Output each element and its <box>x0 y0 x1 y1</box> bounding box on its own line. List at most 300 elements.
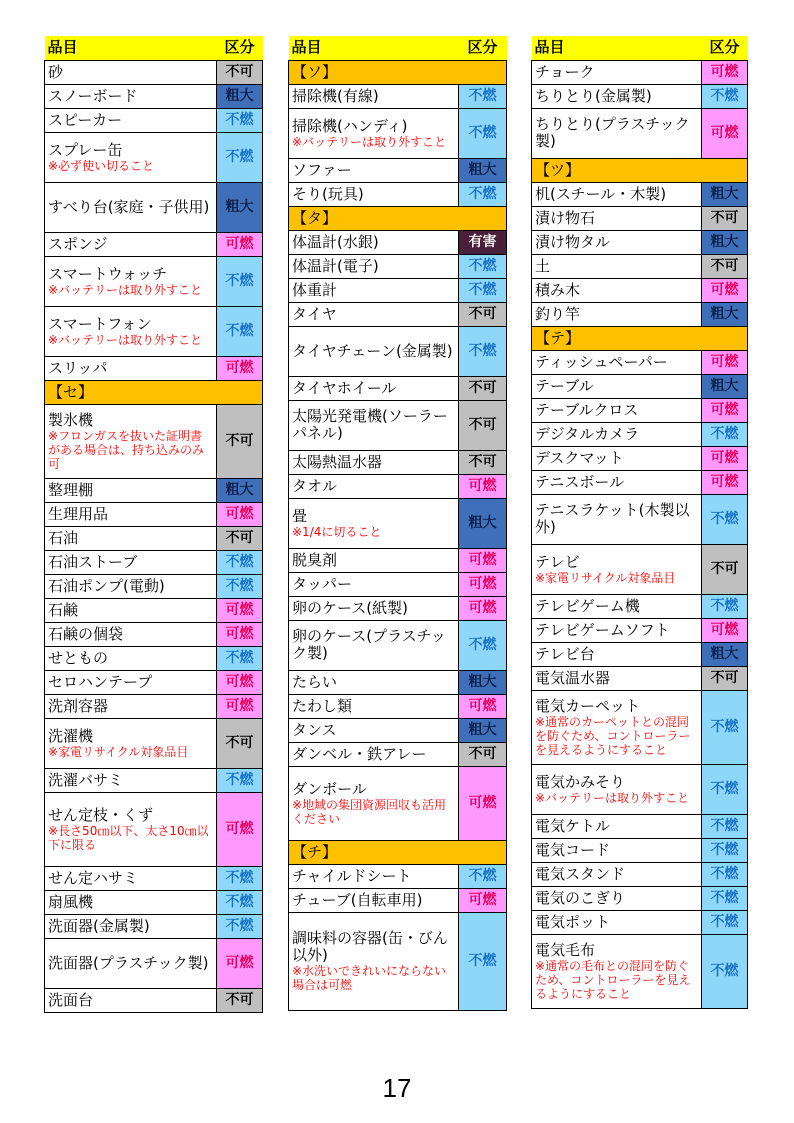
item-cell <box>532 206 702 230</box>
table-row <box>532 374 748 398</box>
table-row <box>45 890 263 914</box>
item-name: すべり台(家庭・子供用) <box>48 197 210 216</box>
item-cell <box>289 548 459 572</box>
item-cell <box>289 498 459 548</box>
table-row <box>45 502 263 526</box>
item-name: 体温計(電子) <box>292 256 379 275</box>
kana-label: 【テ】 <box>532 326 748 350</box>
category-badge: 可燃 <box>217 622 263 646</box>
table-row <box>289 670 507 694</box>
item-cell <box>532 278 702 302</box>
category-badge: 有害 <box>459 230 507 254</box>
category-badge: 可燃 <box>217 502 263 526</box>
category-badge: 可燃 <box>702 618 748 642</box>
category-badge: 可燃 <box>459 596 507 620</box>
category-badge: 不燃 <box>217 108 263 132</box>
item-cell <box>45 182 217 232</box>
item-cell <box>532 594 702 618</box>
table-row <box>532 230 748 254</box>
category-badge: 不燃 <box>459 864 507 888</box>
item-cell <box>532 84 702 108</box>
category-badge: 不燃 <box>702 494 748 544</box>
header-item: 品目 <box>532 36 702 60</box>
item-cell <box>532 254 702 278</box>
item-name: チャイルドシート <box>292 866 412 885</box>
category-badge: 不可 <box>459 302 507 326</box>
item-name: タイヤ <box>292 304 337 323</box>
item-name: テレビゲーム機 <box>535 596 640 615</box>
table-row <box>45 550 263 574</box>
item-name: ちりとり(金属製) <box>535 86 652 105</box>
item-cell <box>532 666 702 690</box>
item-cell <box>289 742 459 766</box>
item-cell <box>289 326 459 376</box>
item-cell <box>532 814 702 838</box>
kana-label: 【チ】 <box>289 840 507 864</box>
category-badge: 可燃 <box>217 232 263 256</box>
category-badge: 不燃 <box>459 912 507 1010</box>
item-cell <box>45 306 217 356</box>
item-cell <box>532 60 702 84</box>
item-name: 製氷機 <box>48 410 94 429</box>
table-row <box>45 132 263 182</box>
item-note: ※家電リサイクル対象品目 <box>535 570 676 585</box>
item-cell <box>45 646 217 670</box>
item-note: ※地域の集団資源回収も活用ください <box>292 797 447 826</box>
item-cell <box>532 182 702 206</box>
category-badge: 不燃 <box>702 910 748 934</box>
kana-section-header <box>532 326 748 350</box>
table-header <box>289 36 507 60</box>
item-name: 石油ストーブ <box>48 552 138 571</box>
table-row <box>45 526 263 550</box>
item-name: タイヤチェーン(金属製) <box>292 341 453 360</box>
category-badge: 粗大 <box>459 498 507 548</box>
table-row <box>45 84 263 108</box>
table-row <box>45 60 263 84</box>
table-row <box>532 60 748 84</box>
item-note: ※家電リサイクル対象品目 <box>48 744 189 759</box>
item-name: 洗面器(金属製) <box>48 916 150 935</box>
category-badge: 不燃 <box>217 132 263 182</box>
item-name: 洗濯機 <box>48 726 94 745</box>
item-name: 漬け物石 <box>535 208 596 227</box>
column-1 <box>44 36 262 1013</box>
item-note: ※バッテリーは取り外すこと <box>292 134 447 149</box>
table-row <box>532 446 748 470</box>
table-row <box>532 84 748 108</box>
table-row <box>289 888 507 912</box>
category-badge: 不可 <box>459 400 507 450</box>
kana-section-header <box>289 60 507 84</box>
item-cell <box>289 182 459 206</box>
item-cell <box>45 694 217 718</box>
table-row <box>289 302 507 326</box>
category-badge: 粗大 <box>702 230 748 254</box>
category-badge: 可燃 <box>217 356 263 380</box>
table-row <box>45 646 263 670</box>
category-badge: 不燃 <box>217 890 263 914</box>
category-badge: 粗大 <box>459 670 507 694</box>
category-badge: 粗大 <box>217 478 263 502</box>
table-row <box>45 182 263 232</box>
item-cell <box>45 232 217 256</box>
table-row <box>289 182 507 206</box>
kana-label: 【セ】 <box>45 380 263 404</box>
category-badge: 可燃 <box>217 670 263 694</box>
item-name: せん定枝・くず <box>48 805 154 824</box>
item-cell <box>532 398 702 422</box>
item-cell <box>45 988 217 1012</box>
item-name: 電気スタンド <box>535 864 626 883</box>
table-row <box>289 694 507 718</box>
item-name: 掃除機(有線) <box>292 86 379 105</box>
column-2 <box>288 36 506 1011</box>
item-cell <box>532 108 702 158</box>
item-name: たわし類 <box>292 696 353 715</box>
table-row <box>45 598 263 622</box>
table-row <box>45 866 263 890</box>
item-name: 電気温水器 <box>535 668 611 687</box>
page-number: 17 <box>382 1073 412 1103</box>
category-badge: 不燃 <box>702 690 748 764</box>
table-row <box>45 356 263 380</box>
item-name: 釣り竿 <box>535 304 581 323</box>
item-name: 調味料の容器(缶・びん以外) <box>292 929 448 964</box>
table-row <box>45 792 263 866</box>
item-name: 積み木 <box>535 280 581 299</box>
category-badge: 粗大 <box>459 718 507 742</box>
item-cell <box>289 864 459 888</box>
category-badge: 可燃 <box>459 766 507 840</box>
item-name: せん定ハサミ <box>48 868 139 887</box>
table-row <box>289 278 507 302</box>
table-row <box>532 618 748 642</box>
category-badge: 不燃 <box>702 594 748 618</box>
category-badge: 不燃 <box>702 838 748 862</box>
table-row <box>532 302 748 326</box>
item-cell <box>289 230 459 254</box>
kana-section-header <box>289 840 507 864</box>
table-row <box>532 278 748 302</box>
category-badge: 不燃 <box>702 814 748 838</box>
category-badge: 粗大 <box>702 374 748 398</box>
item-name: たらい <box>292 672 338 691</box>
table-row <box>45 694 263 718</box>
table-row <box>532 814 748 838</box>
item-cell <box>45 938 217 988</box>
item-cell <box>45 132 217 182</box>
item-cell <box>532 374 702 398</box>
item-cell <box>532 886 702 910</box>
item-note: ※水洗いできれいにならない場合は可燃 <box>292 964 447 992</box>
item-note: ※1/4に切ること <box>292 524 382 539</box>
table-row <box>45 768 263 792</box>
table-row <box>532 910 748 934</box>
category-badge: 可燃 <box>702 446 748 470</box>
item-cell <box>289 670 459 694</box>
category-badge: 不燃 <box>459 278 507 302</box>
category-badge: 不可 <box>702 666 748 690</box>
item-name: スマートフォン <box>48 314 152 333</box>
table-row <box>289 254 507 278</box>
item-name: テーブル <box>535 376 594 395</box>
item-name: 電気毛布 <box>535 940 596 959</box>
item-name: ソファー <box>292 160 352 179</box>
table-header <box>532 36 748 60</box>
item-name: デスクマット <box>535 448 624 467</box>
category-badge: 粗大 <box>702 642 748 666</box>
item-cell <box>289 620 459 670</box>
item-cell <box>532 642 702 666</box>
item-name: 生理用品 <box>48 504 109 523</box>
table-row <box>532 886 748 910</box>
category-badge: 不燃 <box>702 934 748 1008</box>
item-cell <box>289 108 459 158</box>
category-badge: 不可 <box>459 376 507 400</box>
item-cell <box>45 526 217 550</box>
column-3 <box>531 36 747 1009</box>
table-row <box>532 690 748 764</box>
item-cell <box>532 422 702 446</box>
table-row <box>289 326 507 376</box>
category-badge: 不燃 <box>217 306 263 356</box>
category-badge: 不可 <box>217 404 263 478</box>
category-badge: 不燃 <box>702 886 748 910</box>
item-note: ※通常の毛布との混同を防ぐため、コントローラーを見えるようにすること <box>535 958 691 1001</box>
item-cell <box>289 572 459 596</box>
header-category: 区分 <box>702 36 748 60</box>
table-row <box>289 158 507 182</box>
table-row <box>45 938 263 988</box>
item-name: チューブ(自転車用) <box>292 890 423 909</box>
category-badge: 不可 <box>217 526 263 550</box>
item-note: ※通常のカーペットとの混同を防ぐため、コントローラーを見えるようにすること <box>535 714 691 757</box>
table-row <box>45 108 263 132</box>
item-name: 畳 <box>292 506 308 525</box>
category-badge: 不燃 <box>217 646 263 670</box>
item-cell <box>45 256 217 306</box>
table-row <box>532 642 748 666</box>
table-row <box>532 544 748 594</box>
category-badge: 可燃 <box>459 694 507 718</box>
category-badge: 粗大 <box>217 84 263 108</box>
category-badge: 不燃 <box>217 256 263 306</box>
item-cell <box>532 302 702 326</box>
item-name: スピーカー <box>48 110 123 129</box>
item-name: 石油 <box>48 528 79 547</box>
category-badge: 不可 <box>217 718 263 768</box>
item-name: 脱臭剤 <box>292 550 338 569</box>
item-cell <box>532 838 702 862</box>
category-badge: 不可 <box>217 60 263 84</box>
item-cell <box>289 694 459 718</box>
item-note: ※長さ50㎝以下、太さ10㎝以下に限る <box>48 823 209 852</box>
item-name: 石鹸 <box>48 600 79 619</box>
item-cell <box>289 766 459 840</box>
item-name: 太陽光発電機(ソーラーパネル) <box>292 407 448 442</box>
item-name: テレビ <box>535 552 580 571</box>
item-cell <box>532 934 702 1008</box>
category-badge: 可燃 <box>702 108 748 158</box>
item-cell <box>532 910 702 934</box>
item-name: 洗面台 <box>48 990 94 1009</box>
table-row <box>532 108 748 158</box>
category-badge: 不燃 <box>702 422 748 446</box>
item-name: スリッパ <box>48 358 108 377</box>
table-row <box>289 474 507 498</box>
table-row <box>45 574 263 598</box>
item-name: タッパー <box>292 574 353 593</box>
table-row <box>532 350 748 374</box>
item-name: ティッシュペーパー <box>535 352 668 371</box>
item-cell <box>532 446 702 470</box>
item-cell <box>45 670 217 694</box>
item-name: 体重計 <box>292 280 338 299</box>
table-row <box>532 206 748 230</box>
item-name: スプレー缶 <box>48 140 123 159</box>
item-cell <box>289 888 459 912</box>
item-cell <box>532 764 702 814</box>
item-cell <box>532 494 702 544</box>
category-badge: 粗大 <box>459 158 507 182</box>
category-badge: 可燃 <box>702 398 748 422</box>
category-badge: 可燃 <box>217 792 263 866</box>
category-badge: 可燃 <box>217 938 263 988</box>
table-col-1 <box>44 36 263 1013</box>
table-row <box>289 84 507 108</box>
item-cell <box>289 278 459 302</box>
item-name: ダンボール <box>292 779 367 798</box>
table-row <box>289 596 507 620</box>
item-name: チョーク <box>535 62 595 81</box>
table-row <box>289 376 507 400</box>
item-cell <box>289 254 459 278</box>
category-badge: 不燃 <box>459 84 507 108</box>
item-cell <box>289 718 459 742</box>
category-badge: 可燃 <box>217 598 263 622</box>
category-badge: 不燃 <box>459 108 507 158</box>
item-name: 洗面器(プラスチック製) <box>48 953 209 972</box>
item-name: 石鹸の個袋 <box>48 624 124 643</box>
table-row <box>532 594 748 618</box>
item-name: テレビ台 <box>535 644 595 663</box>
table-row <box>289 912 507 1010</box>
item-cell <box>289 400 459 450</box>
item-name: 洗剤容器 <box>48 696 109 715</box>
category-badge: 可燃 <box>459 474 507 498</box>
table-row <box>532 422 748 446</box>
item-name: タイヤホイール <box>292 378 397 397</box>
category-badge: 不燃 <box>217 574 263 598</box>
item-note: ※フロンガスを抜いた証明書がある場合は、持ち込みのみ可 <box>48 428 205 471</box>
item-cell <box>45 84 217 108</box>
table-row <box>532 934 748 1008</box>
item-cell <box>532 544 702 594</box>
item-name: 土 <box>535 256 551 275</box>
table-row <box>532 470 748 494</box>
table-row <box>45 718 263 768</box>
item-name: 太陽熱温水器 <box>292 452 383 471</box>
item-cell <box>289 596 459 620</box>
table-row <box>45 670 263 694</box>
table-row <box>289 572 507 596</box>
item-cell <box>289 302 459 326</box>
item-name: 卵のケース(紙製) <box>292 598 408 617</box>
item-name: テニスラケット(木製以外) <box>535 501 690 536</box>
item-cell <box>45 890 217 914</box>
item-cell <box>45 550 217 574</box>
item-name: デジタルカメラ <box>535 424 640 443</box>
item-cell <box>289 158 459 182</box>
category-badge: 不可 <box>702 206 748 230</box>
header-item: 品目 <box>289 36 459 60</box>
item-cell <box>45 598 217 622</box>
table-row <box>45 306 263 356</box>
table-row <box>289 498 507 548</box>
item-cell <box>45 108 217 132</box>
table-col-3 <box>531 36 748 1009</box>
item-cell <box>532 618 702 642</box>
item-cell <box>532 470 702 494</box>
item-cell <box>289 912 459 1010</box>
item-name: 電気かみそり <box>535 772 626 791</box>
table-row <box>289 230 507 254</box>
item-cell <box>289 84 459 108</box>
table-row <box>45 622 263 646</box>
item-name: セロハンテープ <box>48 672 153 691</box>
category-badge: 可燃 <box>217 694 263 718</box>
header-category: 区分 <box>217 36 263 60</box>
category-badge: 不燃 <box>217 768 263 792</box>
table-header <box>45 36 263 60</box>
category-badge: 不燃 <box>217 866 263 890</box>
kana-label: 【ツ】 <box>532 158 748 182</box>
table-row <box>289 450 507 474</box>
category-badge: 可燃 <box>459 572 507 596</box>
table-row <box>532 838 748 862</box>
header-category: 区分 <box>459 36 507 60</box>
item-name: 電気カーペット <box>535 696 641 715</box>
category-badge: 不燃 <box>459 254 507 278</box>
table-row <box>532 254 748 278</box>
item-name: 卵のケース(プラスチック製) <box>292 627 446 662</box>
kana-section-header <box>532 158 748 182</box>
item-cell <box>45 478 217 502</box>
table-row <box>45 404 263 478</box>
item-name: 石油ポンプ(電動) <box>48 576 165 595</box>
category-badge: 不燃 <box>702 84 748 108</box>
item-name: 漬け物タル <box>535 232 611 251</box>
table-row <box>289 108 507 158</box>
item-cell <box>532 350 702 374</box>
table-row <box>289 400 507 450</box>
item-name: ちりとり(プラスチック製) <box>535 115 690 150</box>
item-name: 電気コード <box>535 840 611 859</box>
item-cell <box>45 356 217 380</box>
category-badge: 不燃 <box>459 326 507 376</box>
category-badge: 不可 <box>702 254 748 278</box>
item-name: 体温計(水銀) <box>292 232 379 251</box>
kana-label: 【タ】 <box>289 206 507 230</box>
category-badge: 不可 <box>217 988 263 1012</box>
category-badge: 可燃 <box>459 548 507 572</box>
item-cell <box>45 914 217 938</box>
table-row <box>532 182 748 206</box>
item-cell <box>532 862 702 886</box>
item-name: テニスボール <box>535 472 625 491</box>
table-row <box>532 764 748 814</box>
